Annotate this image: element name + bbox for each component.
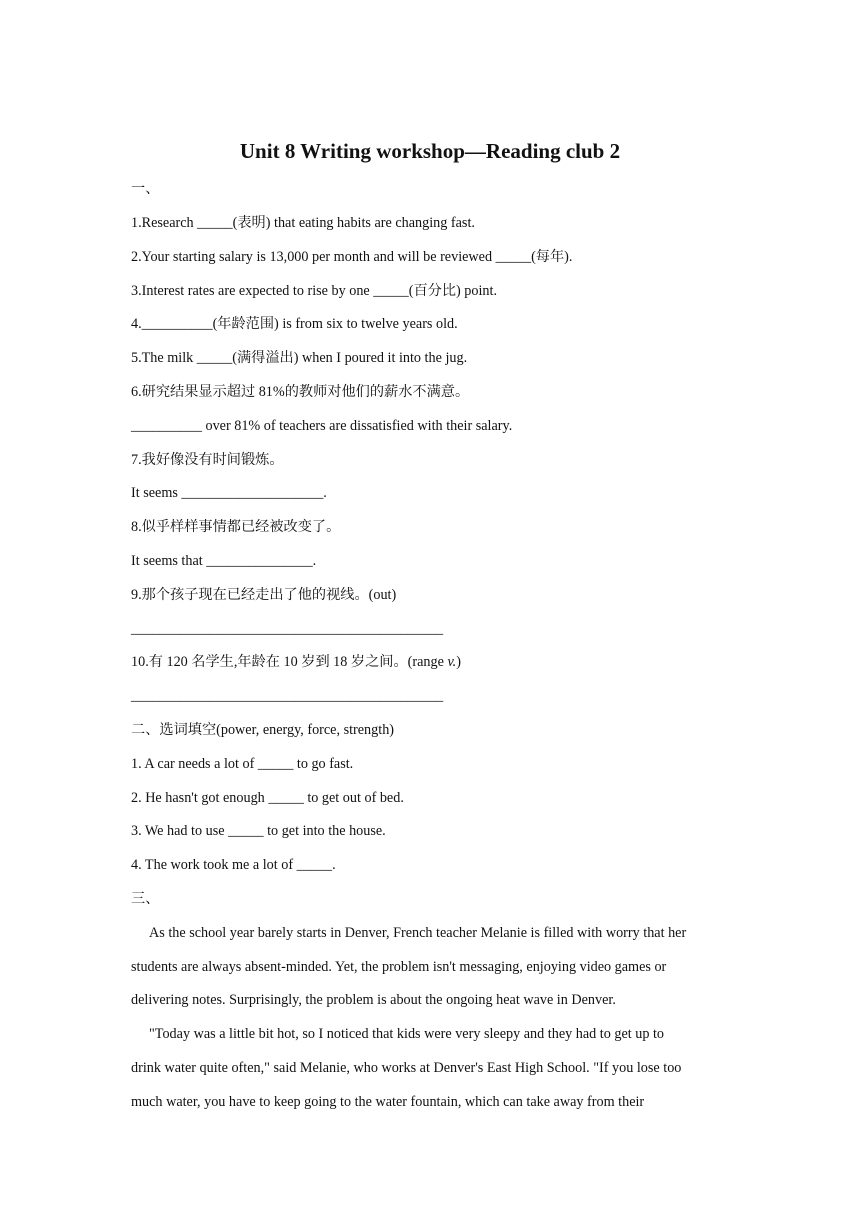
translation-prompt: 9.那个孩子现在已经走出了他的视线。(out) (131, 587, 397, 603)
paragraph-line: much water, you have to keep going to the water fountain, which can take away from their (131, 1094, 645, 1110)
paragraph-line: drink water quite often," said Melanie, who works at Denver's East High School. "If you lose too (131, 1060, 682, 1076)
section-2-heading: 二、选词填空(power, energy, force, strength) (131, 722, 395, 738)
exercise-item: 2.Your starting salary is 13,000 per month and will be reviewed _____(每年). (131, 249, 573, 265)
translation-prompt-text: 10.有 120 名学生,年龄在 10 岁到 18 岁之间。(range (131, 654, 448, 670)
exercise-item: 5.The milk _____(满得溢出) when I poured it into the jug. (131, 350, 468, 366)
exercise-item: 3.Interest rates are expected to rise by one _____(百分比) point. (131, 283, 498, 299)
translation-prompt (131, 652, 461, 672)
paragraph-line: "Today was a little bit hot, so I noticed that kids were very sleepy and they had to get up to (149, 1026, 665, 1042)
paragraph-line: students are always absent-minded. Yet, the problem isn't messaging, enjoying video games or (131, 959, 667, 975)
translation-prompt: 8.似乎样样事情都已经被改变了。 (131, 519, 341, 535)
answer-blank-line: ____________________________________________ (131, 688, 444, 704)
answer-line: It seems ____________________. (131, 485, 327, 501)
paragraph-line: As the school year barely starts in Denver, French teacher Melanie is filled with worry that her (149, 925, 687, 941)
exercise-item: 1.Research _____(表明) that eating habits are changing fast. (131, 215, 475, 231)
part-of-speech: v. (447, 654, 457, 670)
exercise-item: 3. We had to use _____ to get into the house. (131, 823, 386, 839)
exercise-item: 4. The work took me a lot of _____. (131, 857, 336, 873)
answer-line: __________ over 81% of teachers are dissatisfied with their salary. (131, 418, 513, 434)
section-3-heading: 三、 (131, 891, 160, 907)
answer-blank-line: ____________________________________________ (131, 621, 444, 637)
section-1-heading: 一、 (131, 181, 160, 197)
document-title: Unit 8 Writing workshop—Reading club 2 (239, 139, 621, 163)
exercise-item: 1. A car needs a lot of _____ to go fast. (131, 756, 354, 772)
answer-line: It seems that _______________. (131, 553, 317, 569)
translation-prompt: 7.我好像没有时间锻炼。 (131, 452, 284, 468)
closing-paren: ) (456, 654, 461, 670)
paragraph-line: delivering notes. Surprisingly, the problem is about the ongoing heat wave in Denver. (131, 992, 616, 1008)
exercise-item: 4.__________(年龄范围) is from six to twelve years old. (131, 316, 458, 332)
exercise-item: 2. He hasn't got enough _____ to get out of bed. (131, 790, 404, 806)
translation-prompt: 6.研究结果显示超过 81%的教师对他们的薪水不满意。 (131, 384, 470, 400)
